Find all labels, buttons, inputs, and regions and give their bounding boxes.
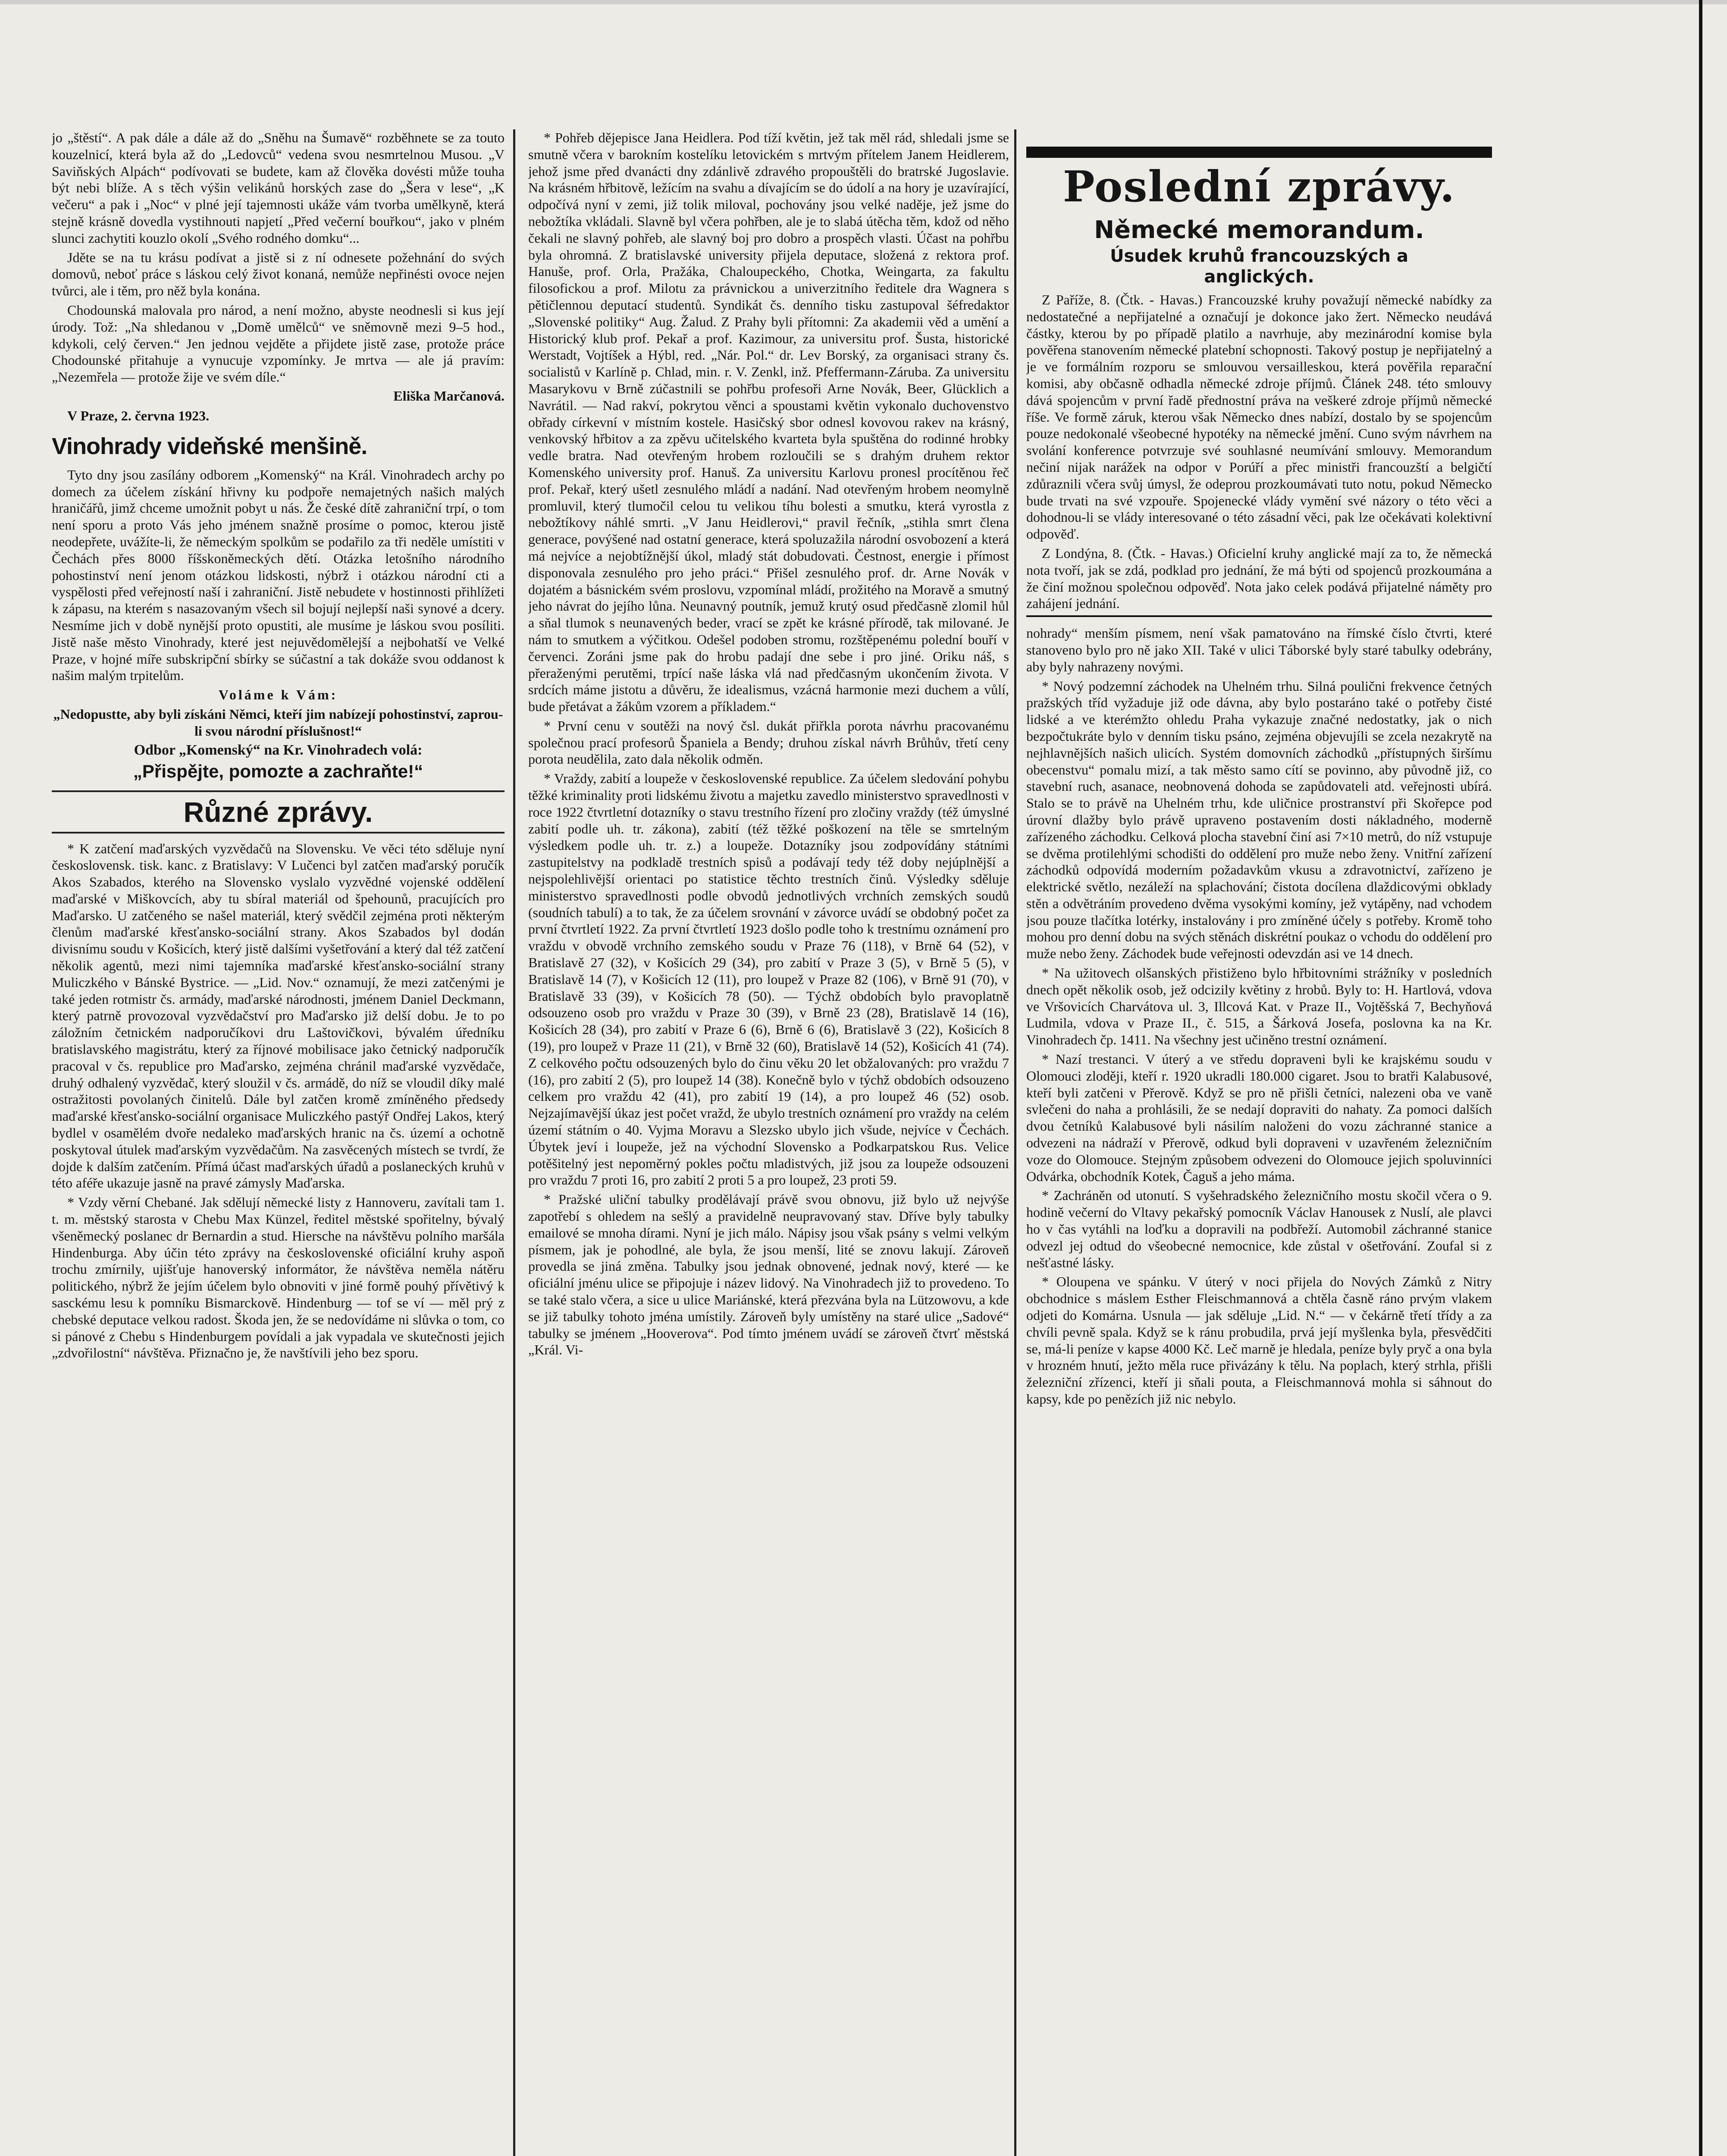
news-paragraph: * První cenu v soutěži na nový čsl. dukát přiřkla porota návrhu pracovanému společnou prací profesorů Španiela a Bendy; druhou získal návrh Brůhův, třetí ceny porota neudělila, zato dala několik odměn. bbox=[528, 718, 1009, 767]
author-signature: Eliška Marčanová. bbox=[393, 388, 505, 404]
column-divider bbox=[1014, 129, 1016, 2156]
memorandum-subheadline-2: Úsudek kruhů francouzských a anglických. bbox=[1110, 246, 1408, 287]
scan-edge bbox=[0, 0, 1727, 4]
news-paragraph: * Pražské uliční tabulky prodělávají právě svou obnovu, již bylo už nejvýše zapotřebí s ohledem na sešlý a pravidelně neupravovaný stav. Dříve byly tabulky emailové se mnoha dírami. Nyní je jich málo. Nápisy jsou však psány s velmi velkým písmem, jak je pohodlné, ale byla, že jsou menší, lité se znovu lakují. Zároveň provedla se jiná změna. Tabulky jsou jednak obnovené, jednak nový, které — ke oficiální jménu ulice se připojuje i název lidový. Na Vinohradech již to provedeno. To se také stalo včera, a sice u ulice Mariánské, která přezvána byla na Lützowovu, a kde se již tabulky tohoto jména umístily. Zároveň byly umístěny na staré ulice „Sadové“ tabulky se jménem „Hooverova“. Pod tímto jménem uvádí se zároveň čtvrť městská „Král. Vi- bbox=[528, 1191, 1009, 1358]
memorandum-subheadline: Německé memorandum. bbox=[1094, 216, 1424, 244]
news-paragraph: nohrady“ menším písmem, není však pamatováno na římské číslo čtvrti, které stanoveno bylo pro ně jako XII. Také v ulici Táborské byly staré tabulky odebrány, aby byly nahrazeny novými. bbox=[1026, 625, 1492, 674]
intro-paragraph: Jděte se na tu krásu podívat a jistě si z ní odnesete požehnání do svých domovů, neboť práce s láskou celý život konaná, nemůže nepřinésti ovoce nejen tvůrci, ale i těm, pro něž byla konána. bbox=[52, 249, 505, 299]
latest-news-paragraph: Z Paříže, 8. (Čtk. - Havas.) Francouzské kruhy považují německé nabídky za nedostatečné a nepřijatelné a označují je dokonce jako žert. Německo neudává částky, kterou by po případě platilo a navrhuje, aby mezinárodní komise byla pověřena stanovením německé platební schopnosti. Takový postup je nepřijatelný a je ve formálním rozporu se smlouvou versailleskou, která pověřila reparační komisi, aby občasně odhadla německé zdroje příjmů. Článek 248. této smlouvy dává spojencům v první řadě přednostní práva na veškeré zdroje příjmů německé říše. Ve formě záruk, kterou však Německo dnes nabízí, dostalo by se spojencům pouze nedokonalé všeobecné hypotéky na německé jmění. Cuno svým návrhem na svolání konference potvrzuje své souhlasné neumívání smlouvy. Memorandum nečiní nijak narážek na odpor v Porúří a přec ministři francouzští a belgičtí zdůraznili včera svůj úmysl, že odeprou prozkoumávati tuto notu, pokud Německo bude trvati na své vzpouře. Spojenecké vlády vymění své názory o této věci a dohodnou-li se vlády interesované o této zásadní věci, pak lze očekávati kolektivní odpověď. bbox=[1026, 292, 1492, 542]
vinohrady-headline: Vinohrady videňské menšině. bbox=[52, 433, 367, 459]
vinohrady-slogan: „Přispějte, pomozte a zachraňte!“ bbox=[133, 761, 423, 781]
news-paragraph: * Pohřeb dějepisce Jana Heidlera. Pod tíží květin, jež tak měl rád, shledali jsme se smutně včera v barokním kostelíku letovickém s mrtvým přítelem Janem Heidlerem, jehož jsme před dvanácti dny zdánlivě zdravého propouštěli do bratrské Jugoslavie. Na krásném hřbitově, ležícím na svahu a dívajícím se do údolí a na hory je uzavírající, odpočívá nyní v zemi, již tolik miloval, pochovány jsou velké naděje, jež jsme do nebožtíka vkládali. Slavně byl včera pohřben, ale je to slabá útěcha těm, kdož od něho čekali ne slavný pohřeb, ale slavný boj pro dobro a prospěch vlasti. Účast na pohřbu byla ohromná. Z bratislavské university přijela deputace, složená z rektora prof. Hanuše, prof. Orla, Pražáka, Chaloupeckého, Chotka, Weingarta, za fakultu filosofickou a prof. Milotu za právnickou a univerzitního ředitele dra Wagnera s pětičlennou deputací studentů. Syndikát čs. denního tisku zastupoval šéfredaktor „Slovenské politiky“ Aug. Žalud. Z Prahy byli přítomni: Za akademii věd a umění a Historický klub prof. Pekař a prof. Kazimour, za universitu prof. Šusta, historické Werstadt, Vojtíšek a Hýbl, red. „Nár. Pol.“ dr. Lev Borský, za organisaci strany čs. socialistů v Karlíně p. Chlad, min. r. V. Zenkl, inž. Pfeffermann-Záruba. Za universitu Masarykovu v Brně zúčastnili se pohřbu profesoři Arne Novák, Beer, Glücklich a Navrátil. — Nad rakví, pokrytou věnci a spoustami květin vykonalo duchovenstvo obřady církevní v místním kostele. Hasičský sbor odnesl kovovou rakev na krásný, venkovský hřbitov a za zpěvu učitelského kvarteta byla spuštěna do rodinné hrobky vedle bratra. Nad otevřeným hrobem rozloučili se s drahým druhem rektor Komenského university prof. Hanuš. Za universitu Karlovu pronesl procítěnou řeč prof. Pekař, který ušetl zesnulého mládí a nadání. Nad otevřeným hrobem neomylně promluvil, který tlumočil celou tu velikou tíhu bolesti a smutku, která vyrostla z nebožtíkovy náhlé smrti. „V Janu Heidlerovi,“ pravil řečník, „stihla smrt člena generace, povýšené nad ostatní generace, která spoluzažila národní osvobození a která má nejvíce a nejobtížnější úkol, mladý stát dobudovati. Čestnost, energie i přímost disponovala zesnulého pro jeho práci.“ Přišel zesnulého prof. dr. Arne Novák v dojatém a básnickém svém proslovu, vzpomínal mládí, prožitého na Moravě a smutný jeho návrat do jejího lůna. Neunavný poutník, jemuž krutý osud předčasně zlomil hůl a sňal tlumok s neunavených beder, vrací se zpět ke krásné přírodě, tak milované. Je nám to smutkem a výčitkou. Odešel podoben stromu, rozštěpenému polední bouří v červenci. Zoráni jsme pak do hrobu padají dne sebe i pro jiné. Oriku náš, s přeraženými perutěmi, trpící naše láska vlá nad předčasným ukončením života. V srdcích máme jistotu a důvěru, že idealismus, vzácná harmonie mezi duchem a vůlí, bude přetávat a žákům vzorem a příkladem.“ bbox=[528, 130, 1009, 714]
ruzne-paragraph: * K zatčení maďarských vyzvědačů na Slovensku. Ve věci této sděluje nyní československ. tisk. kanc. z Bratislavy: V Lučenci byl zatčen maďarský poručík Akos Szabados, kterého na Slovensko vyslalo vyzvědné vojenské oddělení maďarské v Miškovcích, aby tu sbíral materiál od špehounů, pracujících pro Maďarsko. U zatčeného se našel materiál, který svědčil zejména proti některým členům maďarské křesťansko-sociální strany. Akos Szabados byl dodán divisnímu soudu v Košicích, který jistě dalšími vyšetřování a který dal též zatčení několik agentů, mezi nimi tajemníka maďarské křesťansko-sociální strany Muliczkého v Bánské Bystrice. — „Lid. Nov.“ oznamují, že mezi zatčenými je také jeden rotmistr čs. armády, maďarské národnosti, jménem Daniel Deckmann, který patrně provozoval vyzvědačství pro Maďarsko již delší dobu. Je to po záložním četnickém nadporučíkovi dru Laštovičkovi, bývalém úředníku bratislavského magistrátu, který za říjnové mobilisace jako četnický nadporučík pracoval v čs. republice pro Maďarsko, zejména chránil maďarské vyzvědače, druhý odhalený vyzvědač, který sloužil v čs. armádě, do níž se vloudil díky malé ostražitosti povolaných činitelů. Dále byl zatčen kromě zmíněného předsedy maďarské křesťansko-sociální organisace Muliczkého pastýř Ondřej Lakos, který bydlel v osamělém dvoře nedaleko maďarských hranic na čs. území a ochotně poskytoval útulek maďarským vyzvědačům. Na zasvěcených místech se tvrdí, že dojde k dalším zatčením. Přímá účast maďarských úřadů a poslaneckých kruhů v této aféře ukazuje jasně na pravé zámysly Maďarska. bbox=[52, 840, 505, 1191]
page-edge bbox=[1699, 0, 1702, 2156]
box-bottom-rule bbox=[1026, 615, 1492, 617]
news-paragraph: * Nazí trestanci. V úterý a ve středu dopraveni byli ke krajskému soudu v Olomouci zloději, kteří r. 1920 ukradli 180.000 cigaret. Jsou to bratři Kalabusové, kteří byli zatčeni v Přerově. Když se pro ně přišli četníci, nalezeni oba ve vaně svlečeni do naha a prohlásili, že se nedají dopraviti do nahaty. Za pomoci dalších dvou četníků Kalabusové byli násilím naloženi do vozu záchranné stanice a odvezeni na nádraží v Přerově, odkud byli dopraveni v uzavřeném železničním voze do Olomouce. Stejným způsobem odvezeni do Olomouce jejich spoluvinníci Odvárka, obchodník Kotek, Čaguš a jeho máma. bbox=[1026, 1051, 1492, 1184]
vinohrady-call: Voláme k Vám: bbox=[218, 687, 338, 703]
news-paragraph: * Oloupena ve spánku. V úterý v noci přijela do Nových Zámků z Nitry obchodnice s máslem Esther Fleischmannová a chtěla časně ráno prvým vlakem odjeti do Komárna. Usnula — jak sděluje „Lid. N.“ — v čekárně třetí třídy a za chvíli pevně spala. Když se k ránu probudila, prvá její myšlenka byla, přesvědčiti se, má-li peníze v kapse 4000 Kč. Leč marně je hledala, peníze byly pryč a ona byla v hrozném hnutí, ježto měla ruce přivázány k tělu. Na poplach, který strhla, přišli železniční zřízenci, kteří ji sňali pouta, a Fleischmannová mohla si sáhnout do kapsy, kde po penězích již nic nebylo. bbox=[1026, 1274, 1492, 1407]
vinohrady-org-line: Odbor „Komenský“ na Kr. Vinohradech volá: bbox=[134, 742, 423, 758]
intro-paragraph: Chodounská malovala pro národ, a není možno, abyste neodnesli si kus její úrody. Tož: „Na shledanou v „Domě umělců“ ve sněmovně mezi 9–5 hod., kdykoli, celý červen.“ Jen jednou vejděte a přijdete jistě zase, protože práce Chodounské přitahuje a vynucuje vzpomínky. Je mrtva — ale já pravím: „Nezemřela — protože žije ve svém díle.“ bbox=[52, 302, 505, 385]
vinohrady-quote: „Nedopustte, aby byli získáni Němci, kteří jim nabízejí pohostinství, zaprou-li svou národní příslušnost!“ bbox=[53, 706, 503, 739]
intro-paragraph: jo „štěstí“. A pak dále a dále až do „Sněhu na Šumavě“ rozběhnete se za touto kouzelnicí, která byla až do „Ledovců“ vedena svou nesmrtelnou Musou. „V Saviňských Alpách“ podívovati se budete, kam až člověka dovésti může touha být nebi blíže. A s těch výšin velikánů horských zase do „Šera v lese“, „K večeru“ a pak i „Noc“ v plné její tajemnosti ukáže vám tvorba umělkyně, která stejně krásně dovedla vystihnouti napjetí „Před večerní bouřkou“, jako v plném slunci zachytiti kouzlo okolí „Svého rodného domku“... bbox=[52, 130, 505, 246]
column-left bbox=[52, 129, 505, 2156]
column-divider bbox=[513, 129, 515, 2156]
news-paragraph: * Zachráněn od utonutí. S vyšehradského železničního mostu skočil včera o 9. hodině večerní do Vltavy pekařský pomocník Václav Hanousek z Nuslí, ale plavci ho v čas vytáhli na loďku a dopravili na podbřeží. Automobil záchranné stanice odvezl jej odtud do všeobecné nemocnice, kde zůstal v ošetřování. Zoufal si z nešťastné lásky. bbox=[1026, 1188, 1492, 1270]
news-paragraph: * Vraždy, zabití a loupeže v československé republice. Za účelem sledování pohybu těžké kriminality proti lidskému životu a majetku zavedlo ministerstvo spravedlnosti v roce 1922 čtvrtletní dotazníky o stavu trestního řízení pro zločiny vraždy (též úmyslné zabití podle uh. tr. zákona), zabití (též těžké poškození na těle se smrtelným výsledkem podle uh. tr. z.) a loupeže. Dotazníky jsou zodpovídány státními zastupitelstvy na podkladě trestních spisů a podávají tedy též doby nejúplnější a nejspolehlivější orientaci po statistice těchto trestních činů. Výsledky sděluje ministerstvo spravedlnosti podle obvodů jednotlivých vrchních zemských soudů (soudních tabulí) a to tak, že za účelem srovnání v závorce uvádí se obdobný počet za první čtvrtletí 1922. Za první čtvrtletí 1923 došlo podle toho k trestnímu oznámení pro vraždu v obvodě vrchního zemského soudu v Praze 76 (118), v Brně 64 (52), v Bratislavě 27 (32), v Košicích 29 (34), pro zabití v Praze 3 (5), v Brně 5 (5), v Bratislavě 14 (7), v Košicích 12 (11), pro loupež v Praze 82 (106), v Brně 91 (70), v Bratislavě 33 (39), v Košicích 78 (50). — Týchž obdobích bylo pravoplatně odsouzeno osob pro vraždu v Praze 30 (39), v Brně 23 (28), Bratislavě 14 (16), Košicích 28 (34), pro zabití v Praze 6 (6), Brně 6 (6), Bratislavě 3 (22), Košicích 8 (19), pro loupež v Praze 11 (21), v Brně 32 (60), Bratislavě 14 (52), Košicích 41 (74). Z celkového počtu odsouzených bylo do činu věku 20 let obžalovaných: pro vraždu 7 (16), pro zabití 2 (5), pro loupež 14 (38). Konečně bylo v týchž obdobích odsouzeno celkem pro vraždu 42 (41), pro zabití 19 (14), a pro loupež 46 (52) osob. Nejzajímavější úkaz jest počet vražd, že ubylo trestních oznámení pro vraždy na celém území státním o 40. Vyjma Moravu a Slezsko ubylo jich všude, nejvíce v Čechách. Úbytek jeví i loupeže, jež na východní Slovensko a Podkarpatskou Rus. Velice potěšitelný jest nepoměrný pokles počtu mladistvých, již jsou za loupeže odsouzeni pro vraždu 7 proti 16, pro zabití 2 proti 5 a pro loupež, 23 proti 59. bbox=[528, 771, 1009, 1188]
headline-rule bbox=[1026, 147, 1492, 158]
column-middle bbox=[528, 129, 1009, 2156]
ruzne-paragraph: * Vzdy věrní Chebané. Jak sdělují německé listy z Hannoveru, zavítali tam 1. t. m. městský starosta v Chebu Max Künzel, ředitel městské spořitelny, bývalý všeněmecký poslanec dr Bernardin a stud. Hiersche na návštěvu polního maršála Hindenburga. Aby účin této zprávy na československé oficiální kruhy aspoň trochu zmírnily, ujišťuje hanoverský informátor, že návštěva neměla nátěru politického, nýbrž že jejím účelem bylo obnoviti v jiné formě pouhý přívětivý k sasckému lesu k pomníku Bismarckově. Hindenburg — tof se ví — měl prý z chebské deputace velkou radost. Škoda jen, že se nedovídáme ni slůvka o tom, co si pánové z Chebu s Hindenburgem povídali a jak vypadala ve skutečnosti jejich „zdvořilostní“ návštěva. Přiznačno je, že navštívili jeho bez sporu. bbox=[52, 1194, 505, 1361]
vinohrady-paragraph: Tyto dny jsou zasílány odborem „Komenský“ na Král. Vinohradech archy po domech za účelem získání hřivny ku podpoře nemajetných našich malých hraničářů, jimž chceme umožnit pobyt u nás. Že české dítě zahraniční trpí, o tom není sporu a proto Vás jeho jménem snažně prosíme o pomoc, kterou jistě neodepřete, uvážíte-li, že německým spolkům se podařilo za tři neděle umístiti v Čechách přes 8000 říšskoněmeckých dětí. Otázka letošního národního pohostinství není jenom otázkou lidskosti, nýbrž i otázkou národní cti a vyspělosti před veřejností naší i zahraniční. Jistě nebudete v hostinnosti přihlížeti k zápasu, na kterém s nasazovaným všech sil bojují nejlepší naši synové a dcery. Nesmíme jich v době nynější proto opustiti, ale musíme je láskou svou posíliti. Jistě naše město Vinohrady, které jest nejuvědomělejší a nejbohatší ve Velké Praze, v hojné míře subskripční sbírky se súčastní a tak dokáže svou oddanost k našim malým trpitelům. bbox=[52, 467, 505, 683]
dateline: V Praze, 2. června 1923. bbox=[67, 407, 210, 423]
ruzne-headline: Různé zprávy. bbox=[52, 790, 505, 834]
news-paragraph: * Na užitovech olšanských přistiženo bylo hřbitovními strážníky v posledních dnech opět několik osob, jež odcizily květiny z hrobů. Byly to: H. Hartlová, vdova ve Vršovicích Charvátova ul. 3, Illcová Kat. v Praze II., Vojtěšská 7, Bechyňová Ludmila, vdova v Praze II., č. 515, a Šárková Josefa, poslovna ka na Kr. Vinohradech čp. 1411. Na všechny jest učiněno trestní oznámení. bbox=[1026, 965, 1492, 1048]
latest-news-paragraph: Z Londýna, 8. (Čtk. - Havas.) Oficielní kruhy anglické mají za to, že německá nota tvoří, jak se zdá, podklad pro jednání, že má býti od spojenců prozkoumána a že činí možnou společnou odpověď. Nota jako celek podává přijatelné náměty pro zahájení jednání. bbox=[1026, 545, 1492, 611]
news-paragraph: * Nový podzemní záchodek na Uhelném trhu. Silná poulični frekvence četných pražských tříd vyžaduje již ode dávna, aby bylo postaráno také o potřeby čisté lidské a ve kterémžto ohledu Praha vykazuje značné nedostatky, jak o nich bezpočtukráte bylo v denním tisku psáno, zejména objevujíli se zcela nezakrytě na nejhlavnějších našich ulicích. Systém domovních záchodků „přístupných širšímu obecenstvu“ pomalu mizí, a tak město samo cítí se povinno, aby původně již, co stavební ruch, asanace, neobnovená dohoda se zapůdovateli atd. veřejnosti ubírá. Stalo se to právě na Uhelném trhu, kde uličnice prostranství při Skořepce pod úrovní dlažby bylo právě upraveno postavením dosti nákladného, moderně zařízeného záchodku. Celková plocha stavební činí asi 7×10 metrů, do níž vstupuje se dvěma protilehlými schodišti do oddělení pro muže nebo ženy. Vnitřní zařízení záchodků odpovídá moderním požadavkům vkusu a zdravotnictví, zařízeno je elektrické světlo, nezáleží na splachování; čistota docílena dlaždicovými obklady stěn a odvětráním provedeno dvěma vysokými komíny, jež vytápěny, nad vchodem jsou pouze tlačítka lotérky, instalovány i pro zmíněné účely s potřeby. Kromě toho mohou pro denní dobu na svých stěnách diskrétní poukaz o vchodu do oddělení pro muže nebo ženy. Záchodek bude veřejnosti odevzdán asi ve 14 dnech. bbox=[1026, 678, 1492, 962]
posledni-zpravy-headline: Poslední zprávy. bbox=[1063, 162, 1456, 212]
column-right bbox=[1026, 129, 1492, 2156]
